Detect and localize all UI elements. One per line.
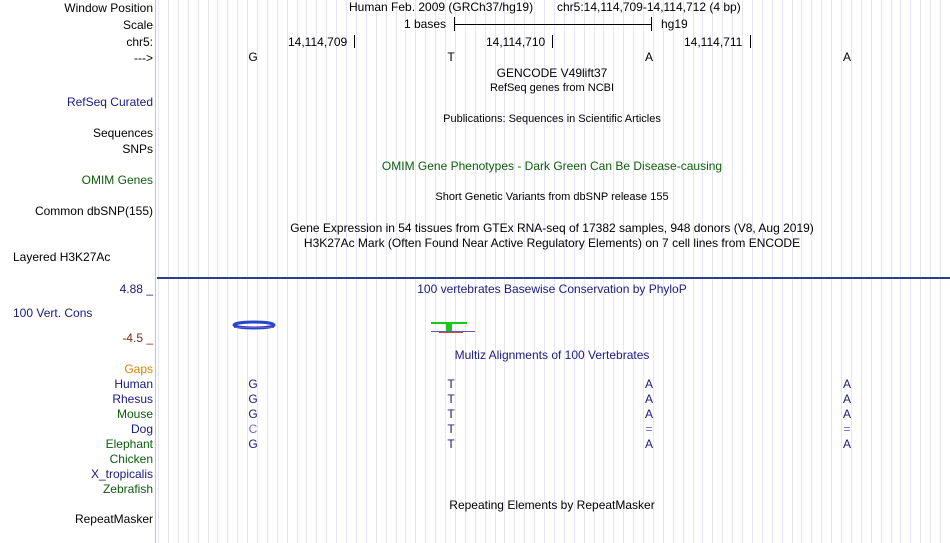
label-panel-divider xyxy=(155,0,156,543)
grid-line xyxy=(653,0,654,543)
aligned-base: G xyxy=(248,437,258,451)
grid-line xyxy=(900,0,901,543)
refseq-track-subtitle: RefSeq genes from NCBI xyxy=(489,82,615,94)
grid-line xyxy=(643,0,644,543)
grid-line xyxy=(861,0,862,543)
species-label-elephant[interactable]: Elephant xyxy=(105,437,153,451)
grid-line xyxy=(940,0,941,543)
conservation-track-title[interactable]: 100 vertebrates Basewise Conservation by PhyloP xyxy=(417,282,687,296)
scale-label: Scale xyxy=(122,18,153,32)
grid-line xyxy=(158,0,159,543)
grid-line xyxy=(415,0,416,543)
grid-line xyxy=(455,0,456,543)
aligned-base: C xyxy=(248,422,258,436)
species-label-chicken[interactable]: Chicken xyxy=(109,452,153,466)
grid-line xyxy=(445,0,446,543)
ruler-coord-1: 14,114,709 xyxy=(288,35,348,49)
grid-line xyxy=(336,0,337,543)
chrom-label: chr5: xyxy=(126,35,153,49)
grid-line xyxy=(297,0,298,543)
grid-line xyxy=(673,0,674,543)
repeatmasker-label[interactable]: RepeatMasker xyxy=(74,512,153,526)
window-position-label: Window Position xyxy=(64,1,153,15)
grid-line xyxy=(277,0,278,543)
grid-line xyxy=(237,0,238,543)
grid-line xyxy=(722,0,723,543)
grid-line xyxy=(316,0,317,543)
ref-base: A xyxy=(644,50,654,64)
scale-bar-text: 1 bases xyxy=(404,17,447,31)
aligned-base: T xyxy=(447,377,455,391)
grid-line xyxy=(425,0,426,543)
publications-track-title[interactable]: Publications: Sequences in Scientific Articles xyxy=(443,113,661,125)
cons-max-label: 4.88 _ xyxy=(119,282,153,296)
aligned-base: A xyxy=(644,407,654,421)
scale-db-text: hg19 xyxy=(661,17,688,31)
conservation-section-rule xyxy=(157,277,950,279)
aligned-base: G xyxy=(248,392,258,406)
aligned-base: A xyxy=(842,377,852,391)
conservation-logo-g xyxy=(232,318,278,332)
conservation-logo-t xyxy=(429,321,477,335)
snps-label[interactable]: SNPs xyxy=(122,142,153,156)
scale-bar-right-tick xyxy=(651,17,652,31)
grid-line xyxy=(881,0,882,543)
grid-line xyxy=(841,0,842,543)
grid-line xyxy=(465,0,466,543)
ruler-tick-2 xyxy=(552,35,553,48)
ruler-tick-3 xyxy=(750,35,751,48)
species-label-x-tropicalis[interactable]: X_tropicalis xyxy=(90,467,153,481)
aligned-base: = xyxy=(645,422,653,436)
cons-min-label: -4.5 _ xyxy=(122,331,153,345)
grid-line xyxy=(752,0,753,543)
grid-line xyxy=(782,0,783,543)
grid-line xyxy=(247,0,248,543)
grid-line xyxy=(693,0,694,543)
species-label-human[interactable]: Human xyxy=(114,377,153,391)
aligned-base: T xyxy=(447,422,455,436)
ref-base: G xyxy=(248,50,258,64)
multiz-track-title[interactable]: Multiz Alignments of 100 Vertebrates xyxy=(454,348,650,362)
grid-line xyxy=(267,0,268,543)
aligned-base: G xyxy=(248,407,258,421)
grid-line xyxy=(792,0,793,543)
species-label-dog[interactable]: Dog xyxy=(130,422,153,436)
scale-bar xyxy=(454,24,652,25)
grid-line xyxy=(702,0,703,543)
grid-line xyxy=(623,0,624,543)
grid-line xyxy=(287,0,288,543)
grid-line xyxy=(435,0,436,543)
aligned-base: T xyxy=(447,407,455,421)
gtex-track-title[interactable]: Gene Expression in 54 tissues from GTEx RNA-seq of 17382 samples, 948 donors (V8, Aug 2019) xyxy=(290,221,814,235)
aligned-base: A xyxy=(842,407,852,421)
grid-line xyxy=(762,0,763,543)
h3k27ac-track-title[interactable]: H3K27Ac Mark (Often Found Near Active Regulatory Elements) on 7 cell lines from ENCODE xyxy=(303,236,801,250)
omim-genes-label[interactable]: OMIM Genes xyxy=(81,173,153,187)
ruler-tick-1 xyxy=(354,35,355,48)
grid-line xyxy=(891,0,892,543)
gencode-track-title[interactable]: GENCODE V49lift37 xyxy=(496,66,608,80)
grid-line xyxy=(366,0,367,543)
grid-line xyxy=(326,0,327,543)
grid-line xyxy=(920,0,921,543)
species-label-zebrafish[interactable]: Zebrafish xyxy=(102,482,153,496)
grid-line xyxy=(871,0,872,543)
dbsnp-track-title[interactable]: Short Genetic Variants from dbSNP release 155 xyxy=(435,191,669,203)
grid-line xyxy=(742,0,743,543)
aligned-base: T xyxy=(447,392,455,406)
grid-line xyxy=(910,0,911,543)
grid-line xyxy=(683,0,684,543)
grid-line xyxy=(801,0,802,543)
grid-line xyxy=(811,0,812,543)
ref-base: T xyxy=(447,50,455,64)
vert-cons-label[interactable]: 100 Vert. Cons xyxy=(13,306,93,320)
ruler-coord-2: 14,114,710 xyxy=(486,35,546,49)
grid-line xyxy=(217,0,218,543)
grid-line xyxy=(485,0,486,543)
grid-line xyxy=(930,0,931,543)
aligned-base: = xyxy=(843,422,851,436)
layered-h3k27ac-label[interactable]: Layered H3K27Ac xyxy=(13,250,111,264)
aligned-base: A xyxy=(644,377,654,391)
aligned-base: T xyxy=(447,437,455,451)
grid-line xyxy=(712,0,713,543)
grid-line xyxy=(376,0,377,543)
grid-line xyxy=(306,0,307,543)
grid-line xyxy=(168,0,169,543)
omim-track-title[interactable]: OMIM Gene Phenotypes - Dark Green Can Be Disease-causing xyxy=(381,159,723,173)
grid-line xyxy=(772,0,773,543)
grid-line xyxy=(386,0,387,543)
grid-line xyxy=(178,0,179,543)
grid-line xyxy=(257,0,258,543)
grid-line xyxy=(227,0,228,543)
aligned-base: A xyxy=(842,392,852,406)
ref-base: A xyxy=(842,50,852,64)
sequences-label[interactable]: Sequences xyxy=(92,126,153,140)
refseq-curated-label[interactable]: RefSeq Curated xyxy=(66,95,153,109)
species-label-rhesus[interactable]: Rhesus xyxy=(112,392,153,406)
grid-line xyxy=(851,0,852,543)
gaps-label[interactable]: Gaps xyxy=(124,362,153,376)
grid-line xyxy=(198,0,199,543)
repeatmasker-track-title[interactable]: Repeating Elements by RepeatMasker xyxy=(449,498,655,512)
grid-line xyxy=(663,0,664,543)
grid-line xyxy=(831,0,832,543)
grid-line xyxy=(356,0,357,543)
grid-line xyxy=(396,0,397,543)
grid-line xyxy=(633,0,634,543)
strand-label: ---> xyxy=(134,51,153,65)
aligned-base: A xyxy=(644,437,654,451)
grid-line xyxy=(732,0,733,543)
grid-line xyxy=(188,0,189,543)
common-dbsnp-label[interactable]: Common dbSNP(155) xyxy=(34,204,153,218)
assembly-text: Human Feb. 2009 (GRCh37/hg19) xyxy=(349,0,534,14)
aligned-base: A xyxy=(644,392,654,406)
position-text: chr5:14,114,709-14,114,712 (4 bp) xyxy=(557,0,741,14)
ruler-coord-3: 14,114,711 xyxy=(684,35,743,49)
aligned-base: A xyxy=(842,437,852,451)
species-label-mouse[interactable]: Mouse xyxy=(116,407,153,421)
grid-line xyxy=(208,0,209,543)
grid-line xyxy=(475,0,476,543)
aligned-base: G xyxy=(248,377,258,391)
grid-line xyxy=(405,0,406,543)
grid-line xyxy=(821,0,822,543)
grid-line xyxy=(346,0,347,543)
